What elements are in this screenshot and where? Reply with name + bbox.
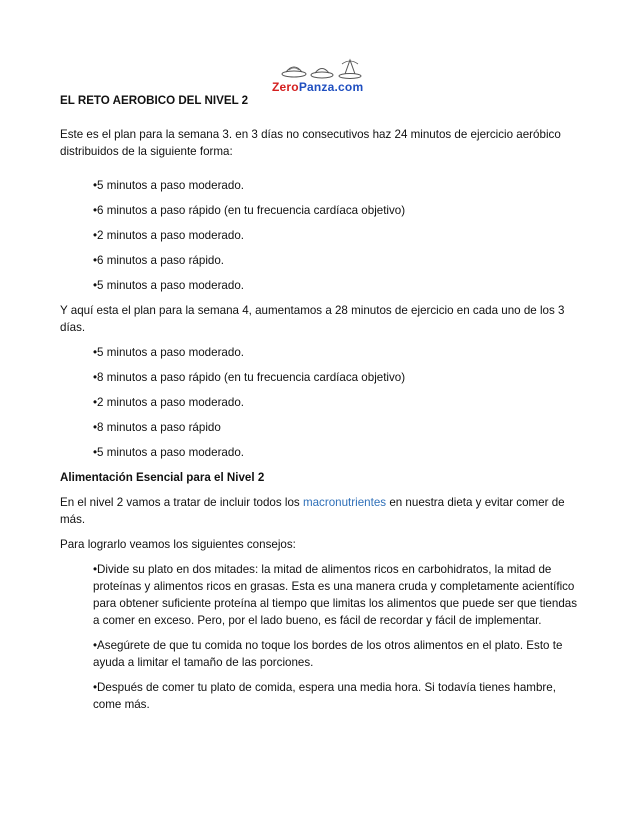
document-body <box>60 92 580 713</box>
tip-item: •Después de comer tu plato de comida, espera una media hora. Si todavía tienes hambre, come más. <box>93 681 556 711</box>
tips-intro: Para lograrlo veamos los siguientes consejos: <box>60 538 296 551</box>
week3-item: •2 minutos a paso moderado. <box>93 229 245 242</box>
tip-item: •Divide su plato en dos mitades: la mitad de alimentos ricos en carbohidratos, la mitad de proteínas y alimentos ricos en grasas. Esta es una manera cruda y completamente acientífico para obtener suficiente proteína al tiempo que limitas los alimentos que puede ser que tiendas a comer en exceso. Pero, por el lado bueno, es fácil de recordar y fácil de implementar. <box>93 563 578 627</box>
logo-wordmark: ZeroPanza.com <box>272 80 364 94</box>
zeropanza-logo <box>272 56 368 94</box>
week3-item: •6 minutos a paso rápido. <box>93 254 225 267</box>
week4-item: •5 minutos a paso moderado. <box>93 446 245 459</box>
plate-drawings-icon <box>280 56 364 82</box>
document-title: EL RETO AEROBICO DEL NIVEL 2 <box>60 94 249 107</box>
section-title: Alimentación Esencial para el Nivel 2 <box>60 471 265 484</box>
week4-item: •2 minutos a paso moderado. <box>93 396 245 409</box>
week3-item: •5 minutos a paso moderado. <box>93 279 245 292</box>
week4-item: •8 minutos a paso rápido (en tu frecuencia cardíaca objetivo) <box>93 371 406 384</box>
intro-paragraph: Este es el plan para la semana 3. en 3 días no consecutivos haz 24 minutos de ejercicio aeróbico distribuidos de la siguiente forma: <box>60 128 561 158</box>
tip-item: •Asegúrete de que tu comida no toque los bordes de los otros alimentos en el plato. Esto te ayuda a limitar el tamaño de las porciones. <box>93 639 563 669</box>
week4-intro: Y aquí esta el plan para la semana 4, aumentamos a 28 minutos de ejercicio en cada uno de los 3 días. <box>60 304 565 334</box>
week4-item: •5 minutos a paso moderado. <box>93 346 245 359</box>
nutrition-paragraph: En el nivel 2 vamos a tratar de incluir todos los macronutrientes en nuestra dieta y evitar comer de más. <box>60 496 565 526</box>
macronutrientes-link[interactable]: macronutrientes <box>302 496 387 509</box>
week4-item: •8 minutos a paso rápido <box>93 421 221 434</box>
week3-item: •6 minutos a paso rápido (en tu frecuencia cardíaca objetivo) <box>93 204 406 217</box>
week3-item: •5 minutos a paso moderado. <box>93 179 245 192</box>
